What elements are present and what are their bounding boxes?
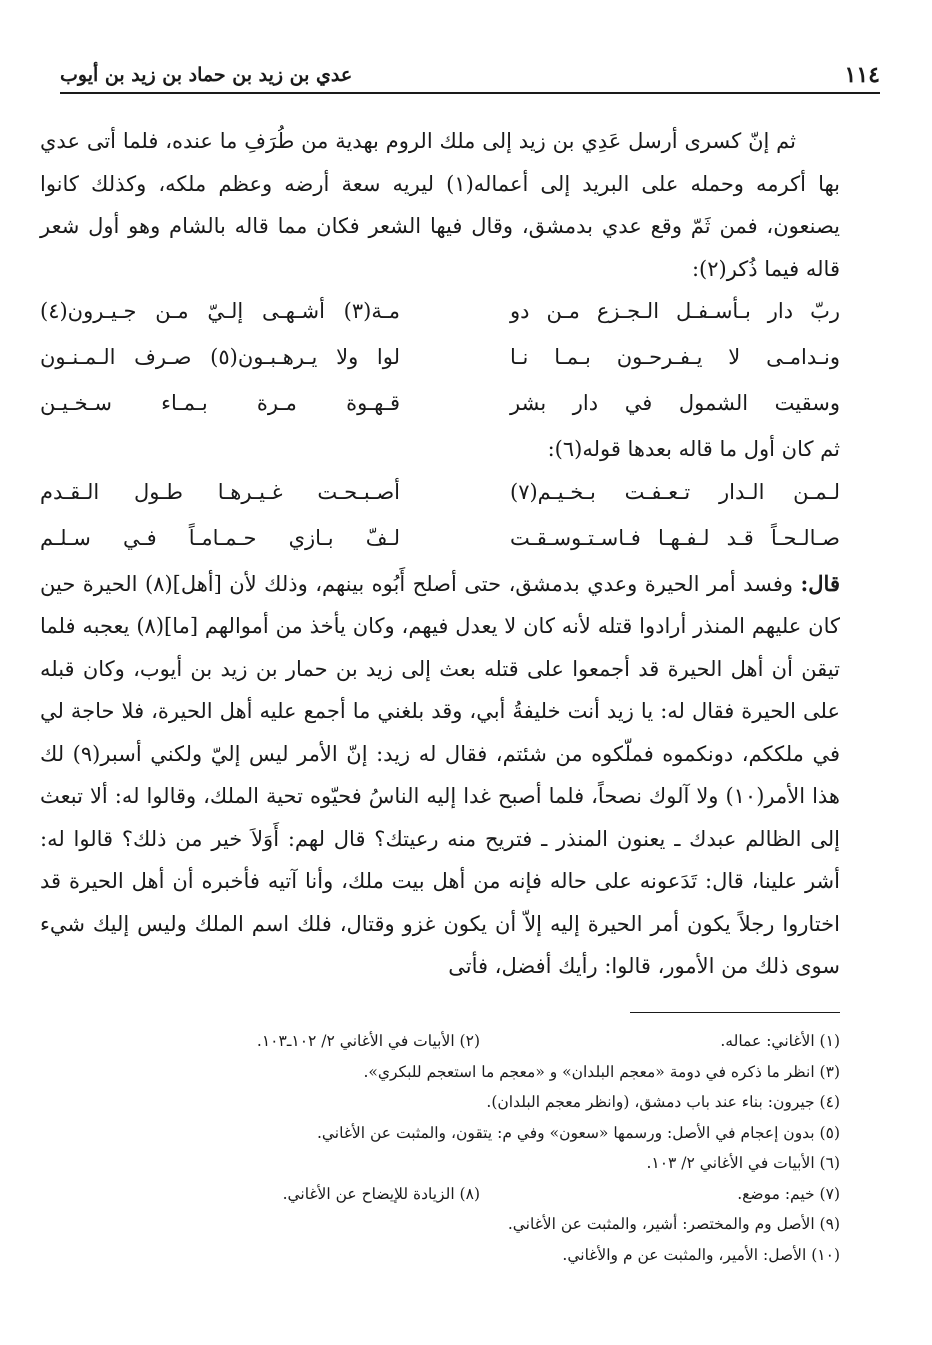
main-text — [40, 120, 840, 988]
verse-second-hemistich: لـفّ بـازي حـمـامـاً فـي سـلـم — [40, 525, 400, 550]
footnote: (٣) انظر ما ذكره في دومة «معجم البلدان» و «معجم ما استعجم للبكري». — [363, 1062, 840, 1081]
verse-second-hemistich: لوا ولا يـرهـبـون(٥) صـرف الـمـنـون — [40, 345, 400, 369]
paragraph-3 — [40, 563, 840, 988]
verse-second-hemistich: مـة(٣) أشـهـى إلـيّ مـن جـيـرون(٤) — [40, 299, 400, 323]
qal-label: قال: — [800, 570, 840, 596]
poem-verse — [40, 517, 840, 563]
verse-second-hemistich: أصـبـحـت غـيـرهـا طـول الـقـدم — [40, 479, 400, 504]
footnote-row — [90, 1240, 840, 1271]
footnote-row — [90, 1209, 840, 1240]
verse-first-hemistich: وسقيت الشمول في دار بشر — [510, 391, 840, 415]
running-title: عدي بن زيد بن حماد بن زيد بن أيوب — [60, 64, 353, 86]
footnote-row — [90, 1179, 840, 1210]
footnote-row — [90, 1118, 840, 1149]
footnote: (٦) الأبيات في الأغاني ٢/ ١٠٣. — [646, 1154, 840, 1172]
footnote-row — [90, 1148, 840, 1179]
footnote: (٨) الزيادة للإيضاح عن الأغاني. — [282, 1184, 480, 1203]
poem-verse — [40, 471, 840, 517]
page-header — [60, 60, 880, 94]
footnote: (٥) بدون إعجام في الأصل: ورسمها «سعون» وفي م: يتقون، والمثبت عن الأغاني. — [316, 1123, 840, 1142]
verse-second-hemistich: قـهـوة مـرة بـمـاء سـخـيـن — [40, 391, 400, 415]
footnote: (٢) الأبيات في الأغاني ٢/ ١٠٢ـ١٠٣. — [256, 1032, 480, 1050]
footnote-row — [90, 1057, 840, 1088]
verse-first-hemistich: ونـدامـى لا يـفـرحـون بـمـا نـا — [510, 345, 840, 369]
footnote-row — [90, 1026, 840, 1057]
footnote: (٧) خيم: موضع. — [737, 1184, 840, 1203]
verse-first-hemistich: ربّ دار بـأسـفـل الـجـزع مـن دو — [510, 299, 840, 323]
page-number: ١١٤ — [844, 62, 880, 88]
poem-verse — [40, 336, 840, 382]
poem-verse — [40, 290, 840, 336]
footnote: (١) الأغاني: عماله. — [720, 1032, 840, 1050]
footnote: (٤) جيرون: بناء عند باب دمشق، (وانظر معجم البلدان). — [486, 1093, 840, 1111]
footnotes — [90, 1026, 840, 1270]
verse-first-hemistich: لـمـن الـدار تـعـفـت بـخـيـم(٧) — [510, 479, 840, 504]
footnote: (١٠) الأصل: الأمير، والمثبت عن م والأغاني. — [562, 1245, 840, 1264]
verse-first-hemistich: صـالـحـاً قـد لـفـهـا فـاسـتـوسـقـت — [510, 525, 840, 550]
footnote: (٩) الأصل وم والمختصر: أشير، والمثبت عن الأغاني. — [507, 1215, 840, 1233]
footnote-separator — [630, 1012, 840, 1013]
poem-verse — [40, 382, 840, 428]
paragraph-1: ثم إنّ كسرى أرسل عَدِي بن زيد إلى ملك الروم بهدية من طُرَفِ ما عنده، فلما أتى عدي بها أكرمه وحمله على البريد إلى أعماله(١) ليريه سعة أرضه وعظم ملكه، وكذلك كانوا يصنعون، فمن ثَمّ وقع عدي بدمشق، وقال فيها الشعر فكان مما قاله بالشام وهو أول شعر قاله فيما ذُكر(٢): — [40, 129, 840, 281]
paragraph-2: ثم كان أول ما قاله بعدها قوله(٦): — [547, 437, 840, 461]
footnote-row — [90, 1087, 840, 1118]
paragraph-3-text: وفسد أمر الحيرة وعدي بدمشق، حتى أصلح أَبُوه بينهم، وذلك لأن [أهل](٨) الحيرة حين كان عليهم المنذر أرادوا قتله لأنه كان لا يعدل فيهم، وكان يأخذ من أموالهم [ما](٨) يعجبه فلما تيقن أن أهل الحيرة قد أجمعوا على قتله بعث إلى زيد بن حمار بن زيد بن أيوب، وكان قبله على الحيرة فقال له: يا زيد أنت خليفةُ أبي، وقد بلغني ما أجمع عليه أهل الحيرة، فلا حاجة لي في ملككم، دونكموه فملّكوه من شئتم، فقال له زيد: إنّ الأمر ليس إليّ ولكني أسبر(٩) لك هذا الأمر(١٠) ولا آلوك نصحاً، فلما أصبح غدا إليه الناسُ فحيّوه تحية الملك، وقالوا له: ألا تبعث إلى الظالم عبدك ـ يعنون المنذر ـ فتريح منه رعيتك؟ قال لهم: أَوَلاَ خير من ذلك؟ قالوا له: أشر علينا، قال: تَدَعونه على حاله فإنه من أهل بيت ملك، وأنا آتيه فأخبره أن أهل الحيرة قد اختاروا رجلاً يكون أمر الحيرة إليه إلاّ أن يكون غزو وقتال، فلك اسم الملك وليس إليك شيء سوى ذلك من الأمور، قالوا: رأيك أفضل، فأتى — [40, 571, 840, 978]
